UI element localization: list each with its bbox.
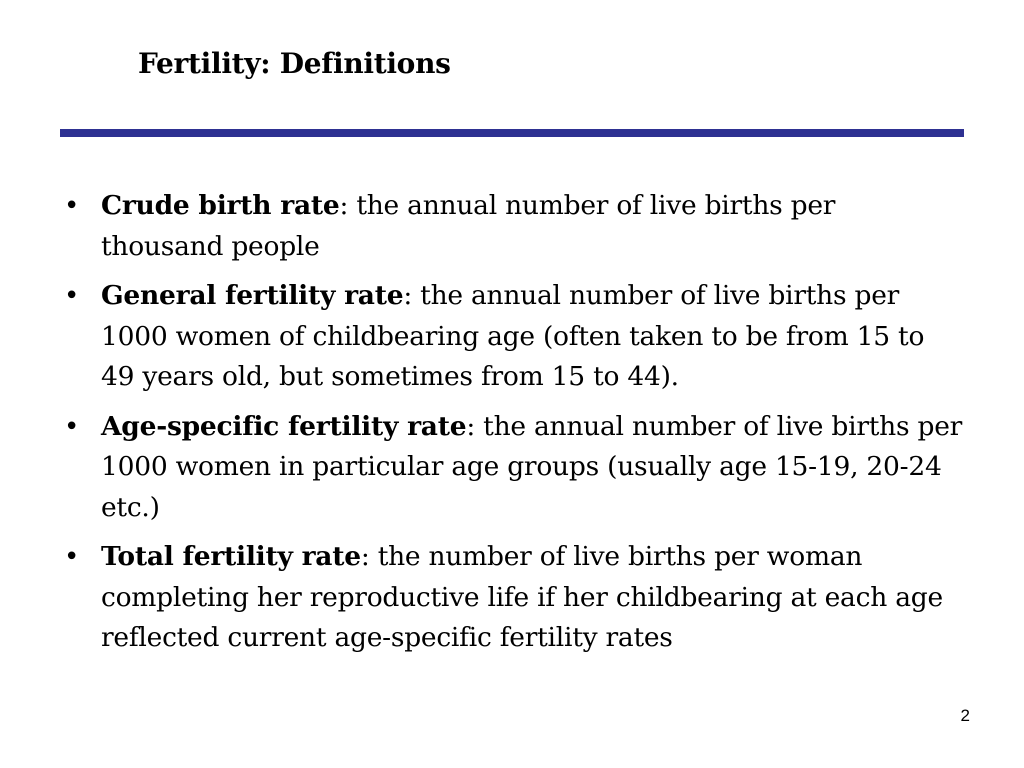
- term-label: Total fertility rate: [101, 541, 361, 572]
- term-definition: the annual number of live births per thousand people: [101, 190, 836, 262]
- term-label: Age-specific fertility rate: [101, 410, 467, 442]
- term-separator: :: [360, 541, 370, 572]
- slide-title: Fertility: Definitions: [138, 47, 451, 80]
- term-separator: :: [339, 190, 349, 221]
- term-definition: the annual number of live births per 1000 women in particular age groups (usually age 15-19, 20-24 etc.): [101, 410, 963, 523]
- definitions-list: [60, 186, 965, 668]
- bullet-marker: •: [64, 281, 80, 311]
- term-label: Crude birth rate: [101, 190, 340, 221]
- bullet-crude-birth-rate: [60, 186, 965, 267]
- bullet-age-specific-fertility-rate: [60, 407, 965, 529]
- bullet-marker: •: [64, 191, 80, 221]
- term-definition: the number of live births per woman completing her reproductive life if her childbearing at each age reflected current age-specific fertility rates: [101, 541, 943, 653]
- term-definition: the annual number of live births per 1000 women of childbearing age (often taken to be from 15 to 49 years old, but sometimes from 15 to 44).: [101, 280, 925, 392]
- bullet-marker: •: [64, 411, 80, 442]
- bullet-general-fertility-rate: [60, 276, 965, 398]
- bullet-marker: •: [64, 542, 80, 572]
- page-number: 2: [960, 706, 970, 725]
- term-label: General fertility rate: [101, 280, 404, 311]
- title-divider: [60, 129, 964, 137]
- term-separator: :: [403, 280, 412, 311]
- term-separator: :: [466, 410, 475, 442]
- bullet-total-fertility-rate: [60, 537, 965, 659]
